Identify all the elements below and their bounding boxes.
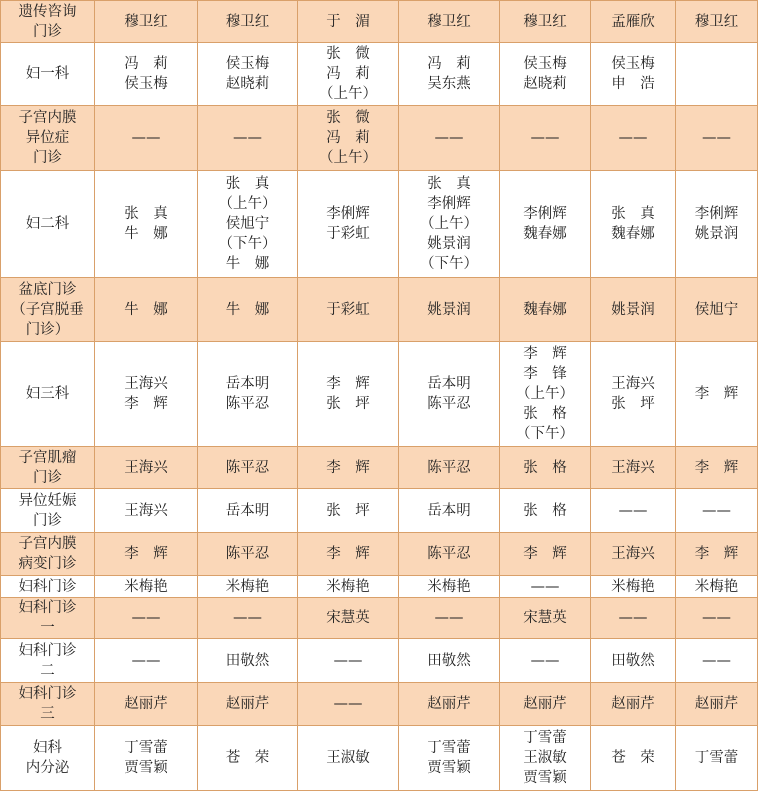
doctor-cell bbox=[298, 342, 399, 447]
doctor-cell bbox=[399, 598, 500, 639]
doctor-name: 姚景润 bbox=[427, 301, 471, 318]
doctor-cell bbox=[500, 171, 591, 278]
doctor-cell bbox=[298, 106, 399, 171]
doctor-name: 赵丽芹 bbox=[523, 696, 567, 712]
doctor-name: 张 真 bbox=[611, 206, 655, 222]
doctor-name: 侯旭宁 bbox=[225, 216, 270, 232]
doctor-cell bbox=[676, 342, 758, 447]
doctor-cell bbox=[676, 533, 758, 576]
department-label: （子宫脱垂 bbox=[11, 301, 84, 318]
doctor-name: —— bbox=[333, 696, 363, 712]
doctor-name: 李 锋 bbox=[523, 366, 567, 382]
doctor-name: 贾雪颖 bbox=[523, 770, 567, 786]
doctor-cell bbox=[95, 447, 198, 489]
doctor-name: 张 坪 bbox=[326, 396, 370, 412]
department-label: 妇二科 bbox=[25, 216, 70, 232]
department-label: 二 bbox=[40, 662, 55, 679]
doctor-cell bbox=[676, 726, 758, 791]
department-cell bbox=[1, 106, 95, 171]
doctor-name: 侯玉梅 bbox=[124, 76, 168, 92]
department-label: 遗传咨询 bbox=[18, 3, 77, 20]
doctor-name: 张 真 bbox=[427, 176, 471, 192]
doctor-name: 米梅艳 bbox=[427, 578, 471, 595]
doctor-name: 王海兴 bbox=[124, 376, 168, 392]
doctor-name: 李俐辉 bbox=[694, 206, 739, 222]
doctor-cell bbox=[298, 598, 399, 639]
doctor-cell bbox=[298, 43, 399, 106]
doctor-name: —— bbox=[131, 130, 161, 146]
doctor-name: 魏春娜 bbox=[523, 226, 567, 242]
doctor-name: 牛 娜 bbox=[225, 301, 270, 318]
doctor-cell bbox=[298, 447, 399, 489]
doctor-name: 穆卫红 bbox=[427, 13, 471, 30]
doctor-cell bbox=[500, 576, 591, 598]
doctor-cell bbox=[591, 598, 676, 639]
doctor-name: 苍 荣 bbox=[225, 750, 270, 766]
doctor-cell bbox=[500, 342, 591, 447]
doctor-name: 魏春娜 bbox=[523, 301, 567, 318]
doctor-name: 陈平忍 bbox=[225, 546, 270, 562]
doctor-name: 陈平忍 bbox=[225, 396, 270, 412]
doctor-name: —— bbox=[530, 130, 560, 146]
doctor-cell bbox=[95, 171, 198, 278]
doctor-name: —— bbox=[333, 652, 363, 669]
department-label: 妇科门诊 bbox=[18, 686, 77, 702]
doctor-cell bbox=[591, 278, 676, 342]
doctor-name: 张 坪 bbox=[611, 396, 655, 412]
doctor-name: 张 格 bbox=[523, 459, 567, 476]
doctor-name: 张 微 bbox=[326, 46, 370, 62]
doctor-cell bbox=[198, 342, 298, 447]
doctor-name: 李 辉 bbox=[523, 546, 567, 562]
doctor-name: —— bbox=[702, 502, 731, 519]
doctor-name: —— bbox=[131, 610, 161, 626]
doctor-cell bbox=[399, 576, 500, 598]
department-cell bbox=[1, 1, 95, 43]
department-cell bbox=[1, 447, 95, 489]
doctor-name: 张 格 bbox=[523, 406, 567, 422]
doctor-cell bbox=[298, 683, 399, 726]
doctor-name: 田敬然 bbox=[427, 652, 471, 669]
department-label: 妇科门诊 bbox=[18, 600, 77, 616]
schedule-row bbox=[1, 1, 758, 43]
doctor-name: 穆卫红 bbox=[225, 13, 270, 30]
doctor-cell bbox=[399, 639, 500, 683]
doctor-name: 米梅艳 bbox=[694, 578, 739, 595]
doctor-cell bbox=[298, 576, 399, 598]
schedule-row bbox=[1, 106, 758, 171]
doctor-name: —— bbox=[702, 652, 731, 669]
doctor-cell bbox=[676, 598, 758, 639]
doctor-cell bbox=[95, 1, 198, 43]
doctor-name: 冯 莉 bbox=[326, 130, 370, 146]
doctor-name: 丁雪蕾 bbox=[694, 750, 739, 766]
doctor-cell bbox=[591, 447, 676, 489]
doctor-cell bbox=[198, 576, 298, 598]
doctor-cell bbox=[591, 489, 676, 533]
doctor-cell bbox=[399, 342, 500, 447]
doctor-cell bbox=[676, 278, 758, 342]
doctor-name: 李 辉 bbox=[694, 386, 739, 402]
doctor-name: 丁雪蕾 bbox=[523, 730, 567, 746]
schedule-row bbox=[1, 639, 758, 683]
doctor-name: —— bbox=[530, 652, 560, 669]
doctor-name: 丁雪蕾 bbox=[427, 740, 471, 756]
schedule-row bbox=[1, 533, 758, 576]
doctor-name: 牛 娜 bbox=[124, 226, 168, 242]
doctor-name: 米梅艳 bbox=[611, 578, 655, 595]
doctor-name: 吴东燕 bbox=[427, 76, 471, 92]
doctor-cell bbox=[198, 598, 298, 639]
doctor-name: 王淑敏 bbox=[326, 750, 370, 766]
doctor-cell bbox=[198, 171, 298, 278]
schedule-row bbox=[1, 447, 758, 489]
doctor-cell bbox=[95, 533, 198, 576]
doctor-name: 米梅艳 bbox=[326, 578, 370, 595]
department-cell bbox=[1, 576, 95, 598]
doctor-cell bbox=[198, 639, 298, 683]
doctor-cell bbox=[298, 1, 399, 43]
doctor-cell bbox=[591, 683, 676, 726]
department-cell bbox=[1, 639, 95, 683]
department-cell bbox=[1, 278, 95, 342]
doctor-name: 张 真 bbox=[124, 206, 168, 222]
department-cell bbox=[1, 533, 95, 576]
doctor-name: —— bbox=[618, 130, 648, 146]
doctor-cell bbox=[591, 726, 676, 791]
doctor-name: 岳本明 bbox=[427, 376, 471, 392]
doctor-cell bbox=[198, 106, 298, 171]
department-label: 三 bbox=[40, 706, 55, 722]
doctor-name: 冯 莉 bbox=[326, 66, 370, 82]
department-cell bbox=[1, 726, 95, 791]
doctor-cell bbox=[399, 1, 500, 43]
doctor-cell bbox=[591, 533, 676, 576]
doctor-cell bbox=[399, 447, 500, 489]
doctor-cell bbox=[500, 1, 591, 43]
department-label: 盆底门诊 bbox=[18, 281, 77, 298]
doctor-name: 魏春娜 bbox=[611, 226, 655, 242]
doctor-name: 姚景润 bbox=[427, 236, 471, 252]
doctor-name: 李 辉 bbox=[523, 346, 567, 362]
doctor-cell bbox=[591, 342, 676, 447]
doctor-cell bbox=[399, 489, 500, 533]
doctor-cell bbox=[500, 106, 591, 171]
doctor-name: 赵丽芹 bbox=[427, 696, 471, 712]
doctor-name: 穆卫红 bbox=[694, 13, 739, 30]
doctor-name: 赵丽芹 bbox=[611, 696, 655, 712]
doctor-cell bbox=[500, 43, 591, 106]
doctor-cell bbox=[591, 171, 676, 278]
doctor-name: 王海兴 bbox=[124, 502, 168, 519]
doctor-name: 岳本明 bbox=[225, 502, 270, 519]
doctor-name: —— bbox=[530, 578, 560, 595]
doctor-name: 赵丽芹 bbox=[694, 696, 739, 712]
doctor-cell bbox=[95, 598, 198, 639]
doctor-cell bbox=[399, 106, 500, 171]
department-label: 妇科 bbox=[33, 740, 62, 756]
department-label: 妇三科 bbox=[25, 386, 70, 402]
doctor-name: 李俐辉 bbox=[326, 206, 370, 222]
doctor-name: 王海兴 bbox=[611, 459, 655, 476]
doctor-name: 李 辉 bbox=[326, 376, 370, 392]
doctor-name: 陈平忍 bbox=[225, 459, 270, 476]
doctor-name: 赵丽芹 bbox=[124, 696, 168, 712]
doctor-name: 申 浩 bbox=[611, 76, 655, 92]
schedule-body bbox=[1, 1, 758, 791]
doctor-cell bbox=[198, 447, 298, 489]
schedule-row bbox=[1, 726, 758, 791]
doctor-name: 宋慧英 bbox=[326, 610, 370, 626]
doctor-cell bbox=[591, 1, 676, 43]
doctor-name: 冯 莉 bbox=[427, 56, 471, 72]
doctor-name: —— bbox=[434, 610, 464, 626]
doctor-cell bbox=[298, 171, 399, 278]
doctor-cell bbox=[676, 106, 758, 171]
schedule-row bbox=[1, 598, 758, 639]
schedule-row bbox=[1, 43, 758, 106]
doctor-cell bbox=[500, 683, 591, 726]
doctor-name: —— bbox=[702, 130, 731, 146]
department-label: 妇一科 bbox=[25, 66, 70, 82]
doctor-cell bbox=[399, 533, 500, 576]
department-label: 门诊 bbox=[33, 23, 62, 40]
doctor-cell bbox=[500, 726, 591, 791]
doctor-cell bbox=[198, 489, 298, 533]
doctor-name: 李 辉 bbox=[694, 546, 739, 562]
doctor-cell bbox=[500, 533, 591, 576]
doctor-name: 丁雪蕾 bbox=[124, 740, 168, 756]
doctor-name: 宋慧英 bbox=[523, 610, 567, 626]
doctor-name: —— bbox=[233, 130, 262, 146]
doctor-cell bbox=[198, 726, 298, 791]
doctor-name: 于彩虹 bbox=[326, 301, 370, 318]
doctor-name: 李 辉 bbox=[124, 396, 168, 412]
doctor-cell bbox=[298, 278, 399, 342]
schedule-row bbox=[1, 576, 758, 598]
doctor-name: 姚景润 bbox=[694, 226, 739, 242]
schedule-row bbox=[1, 342, 758, 447]
doctor-name: （上午） bbox=[516, 386, 574, 402]
doctor-cell bbox=[676, 489, 758, 533]
doctor-cell bbox=[399, 278, 500, 342]
doctor-cell bbox=[298, 533, 399, 576]
doctor-name: 陈平忍 bbox=[427, 396, 471, 412]
doctor-name: 王海兴 bbox=[611, 546, 655, 562]
doctor-cell bbox=[95, 726, 198, 791]
doctor-name: —— bbox=[131, 652, 161, 669]
doctor-cell bbox=[95, 43, 198, 106]
doctor-name: 岳本明 bbox=[427, 502, 471, 519]
doctor-cell bbox=[198, 1, 298, 43]
doctor-cell bbox=[298, 489, 399, 533]
doctor-cell bbox=[95, 639, 198, 683]
doctor-cell bbox=[676, 1, 758, 43]
doctor-name: 穆卫红 bbox=[124, 13, 168, 30]
doctor-cell bbox=[676, 447, 758, 489]
doctor-name: 陈平忍 bbox=[427, 546, 471, 562]
doctor-cell bbox=[591, 576, 676, 598]
doctor-name: 孟雁欣 bbox=[611, 13, 655, 30]
doctor-name: 王海兴 bbox=[611, 376, 655, 392]
doctor-name: （上午） bbox=[420, 216, 478, 232]
doctor-cell bbox=[399, 171, 500, 278]
doctor-name: 牛 娜 bbox=[124, 301, 168, 318]
department-cell bbox=[1, 598, 95, 639]
doctor-name: 田敬然 bbox=[611, 652, 655, 669]
department-label: 妇科门诊 bbox=[18, 578, 77, 595]
doctor-name: 张 坪 bbox=[326, 502, 370, 519]
department-label: 门诊） bbox=[25, 321, 70, 338]
doctor-cell bbox=[95, 576, 198, 598]
doctor-name: （上午） bbox=[319, 86, 377, 102]
doctor-cell bbox=[198, 278, 298, 342]
doctor-name: 张 微 bbox=[326, 110, 370, 126]
doctor-cell bbox=[95, 342, 198, 447]
doctor-name: 姚景润 bbox=[611, 301, 655, 318]
department-label: 内分泌 bbox=[25, 760, 70, 776]
doctor-name: —— bbox=[233, 610, 262, 626]
department-cell bbox=[1, 489, 95, 533]
doctor-name: 穆卫红 bbox=[523, 13, 567, 30]
doctor-cell bbox=[399, 683, 500, 726]
doctor-name: —— bbox=[702, 610, 731, 626]
doctor-name: 赵晓莉 bbox=[225, 76, 270, 92]
doctor-name: 王淑敏 bbox=[523, 750, 567, 766]
doctor-name: 于 湄 bbox=[326, 13, 370, 30]
doctor-cell bbox=[591, 639, 676, 683]
doctor-name: 冯 莉 bbox=[124, 56, 168, 72]
doctor-cell bbox=[95, 489, 198, 533]
doctor-cell bbox=[591, 43, 676, 106]
doctor-name: —— bbox=[618, 502, 648, 519]
doctor-name: （上午） bbox=[218, 196, 277, 212]
doctor-cell bbox=[95, 106, 198, 171]
doctor-name: （下午） bbox=[218, 236, 277, 252]
department-label: 子宫内膜 bbox=[18, 536, 77, 552]
doctor-name: 田敬然 bbox=[225, 652, 270, 669]
doctor-name: 李 辉 bbox=[326, 459, 370, 476]
department-cell bbox=[1, 683, 95, 726]
schedule-row bbox=[1, 683, 758, 726]
doctor-cell bbox=[298, 639, 399, 683]
doctor-name: （下午） bbox=[420, 256, 478, 272]
doctor-cell bbox=[198, 683, 298, 726]
doctor-cell bbox=[676, 639, 758, 683]
doctor-name: 张 格 bbox=[523, 502, 567, 519]
schedule-row bbox=[1, 278, 758, 342]
doctor-cell bbox=[500, 278, 591, 342]
department-label: 异位症 bbox=[25, 130, 70, 146]
doctor-cell bbox=[399, 726, 500, 791]
doctor-name: （上午） bbox=[319, 150, 377, 166]
doctor-cell bbox=[676, 683, 758, 726]
doctor-name: 李 辉 bbox=[326, 546, 370, 562]
doctor-name: 牛 娜 bbox=[225, 256, 270, 272]
doctor-name: 王海兴 bbox=[124, 459, 168, 476]
department-label: 门诊 bbox=[33, 469, 62, 486]
department-label: 门诊 bbox=[33, 512, 62, 529]
schedule-row bbox=[1, 171, 758, 278]
department-label: 妇科门诊 bbox=[18, 642, 77, 659]
doctor-cell bbox=[95, 683, 198, 726]
doctor-name: 陈平忍 bbox=[427, 459, 471, 476]
doctor-cell bbox=[500, 639, 591, 683]
doctor-name: 侯玉梅 bbox=[611, 56, 655, 72]
department-label: 病变门诊 bbox=[18, 556, 77, 572]
doctor-name: 侯玉梅 bbox=[225, 56, 270, 72]
doctor-name: 赵丽芹 bbox=[225, 696, 270, 712]
department-cell bbox=[1, 342, 95, 447]
doctor-cell bbox=[95, 278, 198, 342]
doctor-cell bbox=[591, 106, 676, 171]
doctor-name: 赵晓莉 bbox=[523, 76, 567, 92]
doctor-name: 贾雪颖 bbox=[427, 760, 471, 776]
department-label: 子宫肌瘤 bbox=[18, 449, 77, 466]
doctor-cell bbox=[198, 43, 298, 106]
doctor-name: 李俐辉 bbox=[427, 196, 471, 212]
doctor-name: 苍 荣 bbox=[611, 750, 655, 766]
doctor-cell bbox=[676, 576, 758, 598]
doctor-cell bbox=[399, 43, 500, 106]
doctor-cell bbox=[676, 171, 758, 278]
department-label: 一 bbox=[40, 620, 55, 636]
doctor-name: 米梅艳 bbox=[225, 578, 270, 595]
department-label: 子宫内膜 bbox=[18, 110, 77, 126]
doctor-cell bbox=[500, 598, 591, 639]
doctor-name: 侯旭宁 bbox=[694, 301, 739, 318]
doctor-cell bbox=[500, 489, 591, 533]
department-label: 门诊 bbox=[33, 150, 62, 166]
schedule-row bbox=[1, 489, 758, 533]
doctor-name: 侯玉梅 bbox=[523, 56, 567, 72]
doctor-name: —— bbox=[434, 130, 464, 146]
doctor-name: 于彩虹 bbox=[326, 226, 370, 242]
doctor-name: 李 辉 bbox=[694, 459, 739, 476]
department-label: 异位妊娠 bbox=[18, 492, 77, 509]
doctor-name: 米梅艳 bbox=[124, 578, 168, 595]
doctor-name: （下午） bbox=[516, 426, 574, 442]
department-cell bbox=[1, 171, 95, 278]
department-cell bbox=[1, 43, 95, 106]
doctor-name: 张 真 bbox=[225, 176, 270, 192]
doctor-name: 李 辉 bbox=[124, 546, 168, 562]
doctor-cell bbox=[500, 447, 591, 489]
doctor-cell bbox=[298, 726, 399, 791]
doctor-name: —— bbox=[618, 610, 648, 626]
doctor-cell bbox=[198, 533, 298, 576]
doctor-name: 李俐辉 bbox=[523, 206, 567, 222]
doctor-name: 贾雪颖 bbox=[124, 760, 168, 776]
doctor-cell bbox=[676, 43, 758, 106]
doctor-name: 岳本明 bbox=[225, 376, 270, 392]
